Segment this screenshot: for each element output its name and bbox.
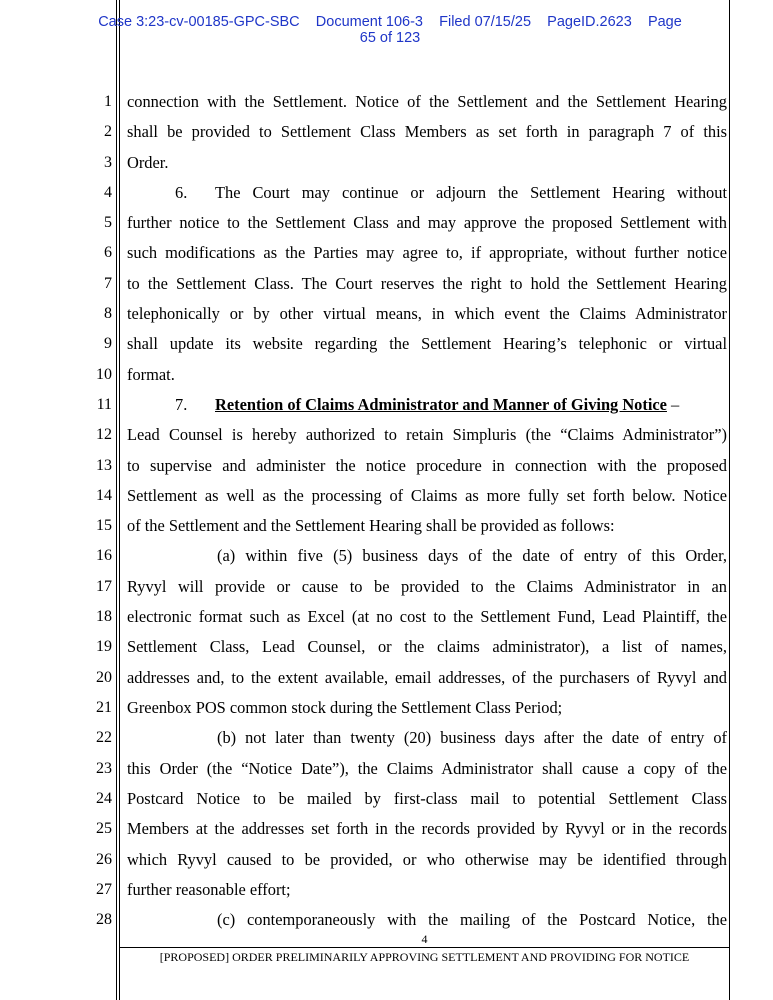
page-id: PageID.2623	[547, 14, 632, 30]
body-line: Settlement Class, Lead Counsel, or the claims administrator), a list of names,	[127, 638, 727, 656]
body-line: Settlement as well as the processing of Claims as more fully set forth below. Notice	[127, 487, 727, 505]
body-line: addresses and, to the extent available, email addresses, of the purchasers of Ryvyl and	[127, 669, 727, 687]
line-number: 27	[96, 881, 112, 898]
line-number: 17	[96, 578, 112, 595]
footer-title: [PROPOSED] ORDER PRELIMINARILY APPROVING SETTLEMENT AND PROVIDING FOR NOTICE	[159, 950, 690, 964]
body-line: connection with the Settlement. Notice of the Settlement and the Settlement Hearing	[127, 93, 727, 111]
line-number: 25	[96, 820, 112, 837]
paragraph-number-6: 6.	[175, 183, 188, 202]
body-line: Ryvyl will provide or cause to be provided to the Claims Administrator in an	[127, 578, 727, 596]
filed-date: Filed 07/15/25	[439, 14, 532, 30]
line-number: 11	[96, 396, 112, 413]
page-number: 4	[421, 932, 428, 946]
line-number: 28	[96, 911, 112, 928]
body-line: shall be provided to Settlement Class Members as set forth in paragraph 7 of this	[127, 123, 727, 141]
document-number: Document 106-3	[315, 14, 423, 30]
case-number: Case 3:23-cv-00185-GPC-SBC	[98, 14, 300, 30]
section-heading: Retention of Claims Administrator and Manner of Giving Notice	[215, 395, 667, 414]
line-number: 18	[96, 608, 112, 625]
body-line: further notice to the Settlement Class and may approve the proposed Settlement with	[127, 214, 727, 232]
body-line: shall update its website regarding the Settlement Hearing’s telephonic or virtual	[127, 335, 727, 353]
body-line: such modifications as the Parties may agree to, if appropriate, without further notice	[127, 244, 727, 262]
body-line: this Order (the “Notice Date”), the Claims Administrator shall cause a copy of the	[127, 760, 727, 778]
page-label: Page	[647, 14, 682, 30]
body-line: further reasonable effort;	[127, 880, 291, 899]
line-number: 23	[96, 760, 112, 777]
subparagraph-a: (a) within five (5) business days of the date of entry of this Order,	[217, 547, 727, 565]
body-line: Members at the addresses set forth in the records provided by Ryvyl or in the records	[127, 820, 727, 838]
footer-rule	[120, 947, 729, 948]
body-line: electronic format such as Excel (at no cost to the Settlement Fund, Lead Plaintiff, the	[127, 608, 727, 626]
left-margin-rule-inner	[119, 0, 120, 1000]
body-line: Postcard Notice to be mailed by first-class mail to potential Settlement Class	[127, 790, 727, 808]
body-line: to the Settlement Class. The Court reserves the right to hold the Settlement Hearing	[127, 275, 727, 293]
body-line: Greenbox POS common stock during the Settlement Class Period;	[127, 698, 563, 717]
line-number: 24	[96, 790, 112, 807]
body-line: telephonically or by other virtual means, in which event the Claims Administrator	[127, 305, 727, 323]
line-number: 12	[96, 426, 112, 443]
line-number: 16	[96, 547, 112, 564]
line-number: 20	[96, 669, 112, 686]
line-number: 3	[104, 154, 112, 171]
section-heading-line	[215, 396, 727, 414]
line-number: 22	[96, 729, 112, 746]
line-number: 10	[96, 366, 112, 383]
line-number: 2	[104, 123, 112, 140]
line-number: 15	[96, 517, 112, 534]
line-number: 13	[96, 457, 112, 474]
line-number: 19	[96, 638, 112, 655]
subparagraph-b: (b) not later than twenty (20) business days after the date of entry of	[217, 729, 727, 747]
subparagraph-c: (c) contemporaneously with the mailing of the Postcard Notice, the	[217, 911, 727, 929]
page-of-count: 65 of 123	[359, 30, 421, 46]
body-line: of the Settlement and the Settlement Hearing shall be provided as follows:	[127, 516, 615, 535]
line-number: 14	[96, 487, 112, 504]
line-number: 7	[104, 275, 112, 292]
paragraph-number-7: 7.	[175, 395, 188, 414]
line-number: 26	[96, 851, 112, 868]
body-line: The Court may continue or adjourn the Settlement Hearing without	[215, 184, 727, 202]
line-number: 1	[104, 93, 112, 110]
line-number: 9	[104, 335, 112, 352]
body-line: Order.	[127, 153, 169, 172]
body-line: format.	[127, 365, 175, 384]
body-line: to supervise and administer the notice procedure in connection with the proposed	[127, 457, 727, 475]
body-line: which Ryvyl caused to be provided, or who otherwise may be identified through	[127, 851, 727, 869]
line-number: 6	[104, 244, 112, 261]
line-number: 4	[104, 184, 112, 201]
line-number: 5	[104, 214, 112, 231]
body-line: Lead Counsel is hereby authorized to retain Simpluris (the “Claims Administrator”)	[127, 426, 727, 444]
line-number: 8	[104, 305, 112, 322]
right-margin-rule	[729, 0, 730, 1000]
left-margin-rule-outer	[116, 0, 117, 1000]
line-number: 21	[96, 699, 112, 716]
ecf-header-stamp	[70, 14, 710, 46]
heading-dash: –	[666, 395, 680, 414]
